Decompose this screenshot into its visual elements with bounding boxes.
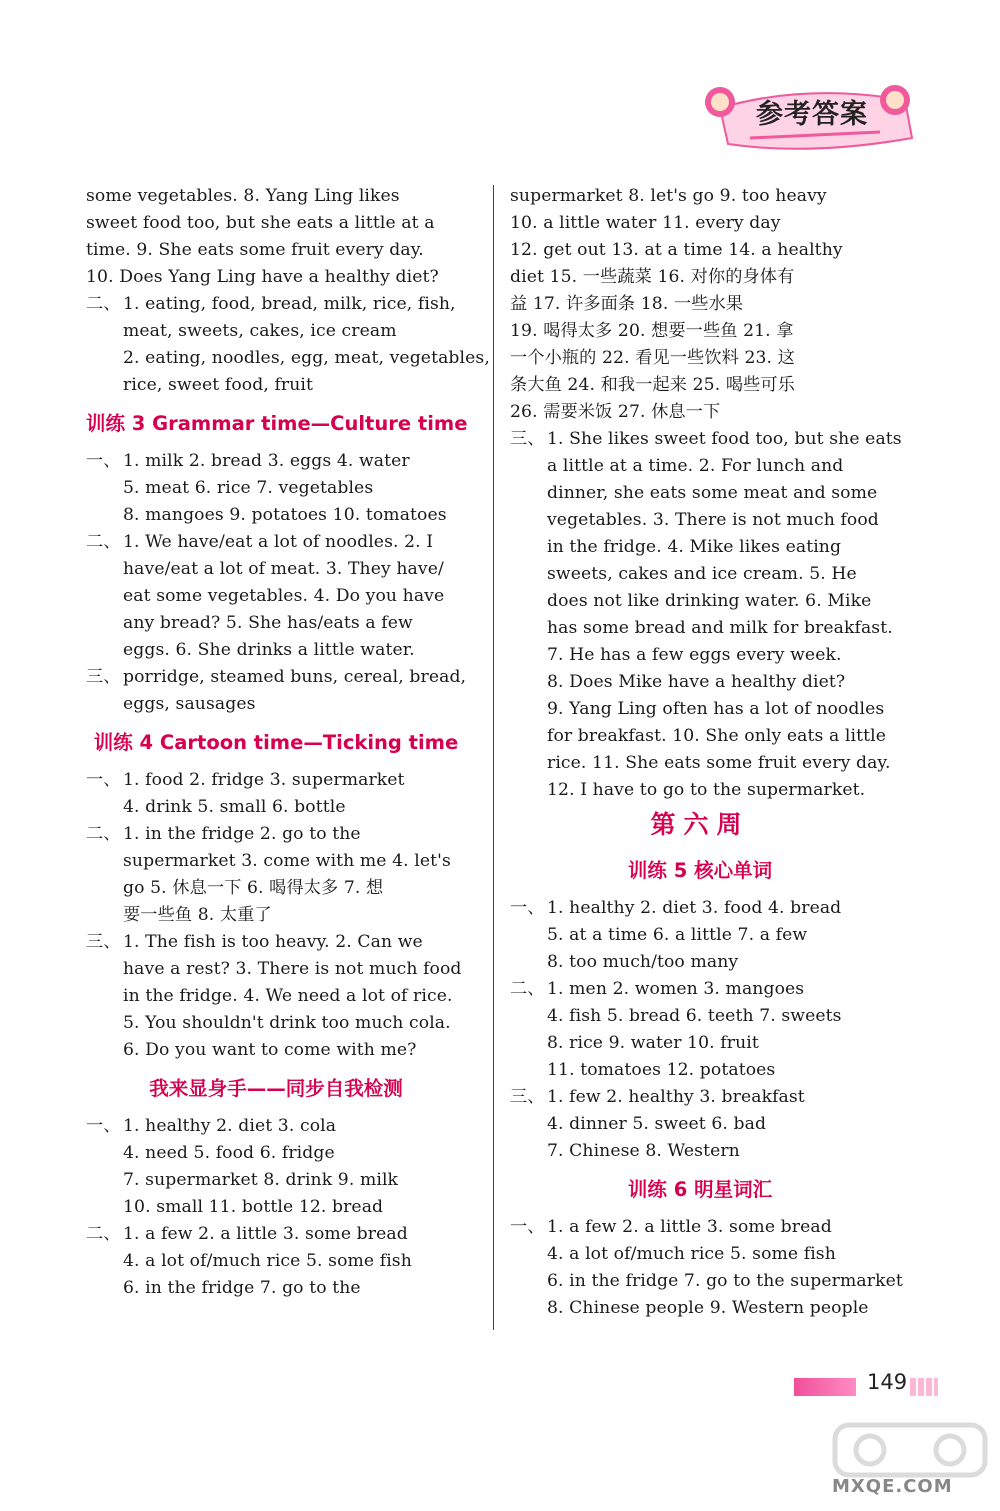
answer-line <box>510 264 890 291</box>
answer-text: 26. 需要米饭 27. 休息一下 <box>510 402 721 422</box>
answer-line <box>510 1003 890 1030</box>
answer-line <box>86 475 466 502</box>
answer-line <box>86 529 466 556</box>
answer-line <box>86 875 466 902</box>
answer-text: supermarket 3. come with me 4. let's <box>123 851 451 871</box>
answer-text: 4. dinner 5. sweet 6. bad <box>547 1114 767 1134</box>
answer-line <box>86 1248 466 1275</box>
answer-text: any bread? 5. She has/eats a few <box>123 613 413 633</box>
answer-line <box>86 556 466 583</box>
answer-text: 6. Do you want to come with me? <box>123 1040 417 1060</box>
answer-line <box>86 291 466 318</box>
question-group-marker: 三、 <box>510 1087 545 1107</box>
right-column <box>510 183 903 1322</box>
answer-line <box>510 895 890 922</box>
answer-line <box>510 642 890 669</box>
answer-text: 6. in the fridge 7. go to the <box>123 1278 361 1298</box>
answer-text: have/eat a lot of meat. 3. They have/ <box>123 559 444 579</box>
answer-line <box>510 291 890 318</box>
answer-text: in the fridge. 4. Mike likes eating <box>547 537 842 557</box>
answer-text: 1. healthy 2. diet 3. food 4. bread <box>547 898 842 918</box>
answer-text: 8. too much/too many <box>547 952 739 972</box>
answer-text: 7. He has a few eggs every week. <box>547 645 842 665</box>
answer-text: 5. at a time 6. a little 7. a few <box>547 925 808 945</box>
answer-text: 1. men 2. women 3. mangoes <box>547 979 805 999</box>
answer-line <box>510 1241 890 1268</box>
answer-text: rice, sweet food, fruit <box>123 375 314 395</box>
answer-line <box>510 210 890 237</box>
week-heading: 第六周 <box>650 810 750 839</box>
answer-text: 1. food 2. fridge 3. supermarket <box>123 770 405 790</box>
answer-text: does not like drinking water. 6. Mike <box>547 591 872 611</box>
answer-line <box>86 1010 466 1037</box>
section-heading: 训练 5 核心单词 <box>627 859 773 882</box>
answer-line <box>86 183 466 210</box>
answer-text: 1. milk 2. bread 3. eggs 4. water <box>123 451 410 471</box>
answer-line <box>510 949 890 976</box>
answer-text: rice. 11. She eats some fruit every day. <box>547 753 891 773</box>
answer-text: 4. drink 5. small 6. bottle <box>123 797 346 817</box>
page-number-decoration <box>910 1378 938 1396</box>
answer-line <box>86 237 466 264</box>
answer-text: eat some vegetables. 4. Do you have <box>123 586 445 606</box>
answer-text: 12. I have to go to the supermarket. <box>547 780 866 800</box>
answer-text: 8. Does Mike have a healthy diet? <box>547 672 846 692</box>
answer-line <box>86 1140 466 1167</box>
answer-text: 益 17. 许多面条 18. 一些水果 <box>510 294 744 314</box>
answer-text: 4. need 5. food 6. fridge <box>123 1143 335 1163</box>
question-group-marker: 三、 <box>86 932 121 952</box>
question-group-marker: 一、 <box>510 1217 545 1237</box>
answer-line <box>510 237 890 264</box>
answer-line <box>86 264 466 291</box>
answer-text: 19. 喝得太多 20. 想要一些鱼 21. 拿 <box>510 321 794 341</box>
question-group-marker: 三、 <box>510 429 545 449</box>
answer-text: 5. You shouldn't drink too much cola. <box>123 1013 451 1033</box>
answer-line <box>510 399 890 426</box>
answer-line <box>86 502 466 529</box>
answer-text: 7. supermarket 8. drink 9. milk <box>123 1170 399 1190</box>
answer-text: 7. Chinese 8. Western <box>547 1141 740 1161</box>
answer-line <box>510 696 890 723</box>
answer-text: porridge, steamed buns, cereal, bread, <box>123 667 467 687</box>
answer-line <box>510 1214 890 1241</box>
answer-text: 条大鱼 24. 和我一起来 25. 喝些可乐 <box>510 375 795 395</box>
section-heading: 我来显身手——同步自我检测 <box>149 1077 403 1100</box>
answer-line <box>86 372 466 399</box>
answer-line <box>510 922 890 949</box>
answer-line <box>86 956 466 983</box>
answer-text: 一个小瓶的 22. 看见一些饮料 23. 这 <box>510 348 795 368</box>
answer-line <box>86 1167 466 1194</box>
answer-line <box>86 345 490 372</box>
answer-text: 1. few 2. healthy 3. breakfast <box>547 1087 805 1107</box>
page-number-bar <box>794 1378 856 1396</box>
answer-text: time. 9. She eats some fruit every day. <box>86 240 424 260</box>
answer-line <box>510 1057 890 1084</box>
question-group-marker: 三、 <box>86 667 121 687</box>
answer-line <box>86 448 466 475</box>
question-group-marker: 二、 <box>86 824 121 844</box>
left-column <box>86 183 490 1302</box>
answer-line <box>86 794 466 821</box>
question-group-marker: 一、 <box>86 451 121 471</box>
answer-line <box>510 345 890 372</box>
answer-text: 1. a few 2. a little 3. some bread <box>123 1224 408 1244</box>
answer-text: eggs, sausages <box>123 694 256 714</box>
answer-text: 10. small 11. bottle 12. bread <box>123 1197 384 1217</box>
answer-text: 5. meat 6. rice 7. vegetables <box>123 478 374 498</box>
answer-text: sweets, cakes and ice cream. 5. He <box>547 564 857 584</box>
answer-text: 8. Chinese people 9. Western people <box>547 1298 869 1318</box>
answer-line <box>510 669 890 696</box>
section-heading: 训练 3 Grammar time—Culture time <box>86 412 468 435</box>
answer-line <box>86 318 466 345</box>
answer-text: 1. The fish is too heavy. 2. Can we <box>123 932 423 952</box>
answer-line <box>510 750 890 777</box>
answer-line <box>86 664 466 691</box>
answer-text: 9. Yang Ling often has a lot of noodles <box>547 699 885 719</box>
answer-line <box>86 637 466 664</box>
question-group-marker: 二、 <box>86 294 121 314</box>
answer-line <box>510 372 890 399</box>
answer-line <box>510 1030 890 1057</box>
answer-text: 10. Does Yang Ling have a healthy diet? <box>86 267 439 287</box>
answer-line <box>510 1268 903 1295</box>
answer-line <box>86 1037 466 1064</box>
question-group-marker: 一、 <box>86 1116 121 1136</box>
answer-text: vegetables. 3. There is not much food <box>547 510 879 530</box>
answer-line <box>86 583 466 610</box>
answer-line <box>86 1194 466 1221</box>
answer-line <box>510 1138 890 1165</box>
question-group-marker: 二、 <box>86 1224 121 1244</box>
answer-line <box>510 1084 890 1111</box>
answer-line <box>510 976 890 1003</box>
answer-line <box>86 210 466 237</box>
answer-text: supermarket 8. let's go 9. too heavy <box>510 186 827 206</box>
answer-text: a little at a time. 2. For lunch and <box>547 456 844 476</box>
answer-line <box>510 426 902 453</box>
question-group-marker: 二、 <box>510 979 545 999</box>
answer-text: have a rest? 3. There is not much food <box>123 959 462 979</box>
answer-text: for breakfast. 10. She only eats a little <box>547 726 886 746</box>
answer-line <box>86 1275 466 1302</box>
answer-text: meat, sweets, cakes, ice cream <box>123 321 397 341</box>
answer-text: in the fridge. 4. We need a lot of rice. <box>123 986 453 1006</box>
answer-text: dinner, she eats some meat and some <box>547 483 878 503</box>
answer-text: 4. fish 5. bread 6. teeth 7. sweets <box>547 1006 842 1026</box>
answer-line <box>86 821 466 848</box>
answer-line <box>510 1295 890 1322</box>
answer-line <box>510 723 890 750</box>
answer-text: 4. a lot of/much rice 5. some fish <box>547 1244 836 1264</box>
answer-text: 8. rice 9. water 10. fruit <box>547 1033 759 1053</box>
answer-text: sweet food too, but she eats a little at a <box>86 213 435 233</box>
answer-line <box>510 1111 890 1138</box>
answer-text: diet 15. 一些蔬菜 16. 对你的身体有 <box>510 267 795 287</box>
page-number: 149 <box>867 1370 908 1394</box>
column-divider <box>493 185 494 1330</box>
answer-line <box>510 507 890 534</box>
answer-line <box>86 691 466 718</box>
answer-line <box>510 588 890 615</box>
answer-text: some vegetables. 8. Yang Ling likes <box>86 186 400 206</box>
answer-line <box>510 453 890 480</box>
answer-text: 11. tomatoes 12. potatoes <box>547 1060 776 1080</box>
answer-text: eggs. 6. She drinks a little water. <box>123 640 415 660</box>
answer-line <box>86 983 466 1010</box>
answer-line <box>86 610 466 637</box>
badge-title: 参考答案 <box>756 99 868 130</box>
answer-line <box>86 848 466 875</box>
answer-line <box>510 183 890 210</box>
answer-line <box>86 1113 466 1140</box>
answer-line <box>86 902 466 929</box>
answer-text: 1. a few 2. a little 3. some bread <box>547 1217 832 1237</box>
answer-text: 要一些鱼 8. 太重了 <box>123 905 272 925</box>
answer-line <box>510 534 890 561</box>
answer-text: 1. We have/eat a lot of noodles. 2. I <box>123 532 434 552</box>
answer-text: 8. mangoes 9. potatoes 10. tomatoes <box>123 505 447 525</box>
answer-text: 1. eating, food, bread, milk, rice, fish, <box>123 294 456 314</box>
watermark-text: MXQE.COM <box>832 1476 953 1497</box>
answer-line <box>510 777 890 804</box>
answer-line <box>510 615 893 642</box>
question-group-marker: 一、 <box>510 898 545 918</box>
answer-text: 4. a lot of/much rice 5. some fish <box>123 1251 412 1271</box>
answer-text: 2. eating, noodles, egg, meat, vegetables, <box>123 348 490 368</box>
section-heading: 训练 6 明星词汇 <box>627 1178 773 1201</box>
answer-line <box>510 318 890 345</box>
answer-text: go 5. 休息一下 6. 喝得太多 7. 想 <box>123 878 384 898</box>
answer-text: has some bread and milk for breakfast. <box>547 618 893 638</box>
answer-text: 10. a little water 11. every day <box>510 213 781 233</box>
answer-text: 1. in the fridge 2. go to the <box>123 824 361 844</box>
answer-line <box>510 561 890 588</box>
question-group-marker: 二、 <box>86 532 121 552</box>
answer-line <box>86 929 466 956</box>
question-group-marker: 一、 <box>86 770 121 790</box>
section-heading: 训练 4 Cartoon time—Ticking time <box>93 731 459 754</box>
answer-text: 6. in the fridge 7. go to the supermarket <box>547 1271 903 1291</box>
answer-line <box>86 767 466 794</box>
answer-line <box>86 1221 466 1248</box>
answer-line <box>510 480 890 507</box>
answer-text: 1. healthy 2. diet 3. cola <box>123 1116 337 1136</box>
answer-text: 1. She likes sweet food too, but she eats <box>547 429 902 449</box>
answer-text: 12. get out 13. at a time 14. a healthy <box>510 240 843 260</box>
